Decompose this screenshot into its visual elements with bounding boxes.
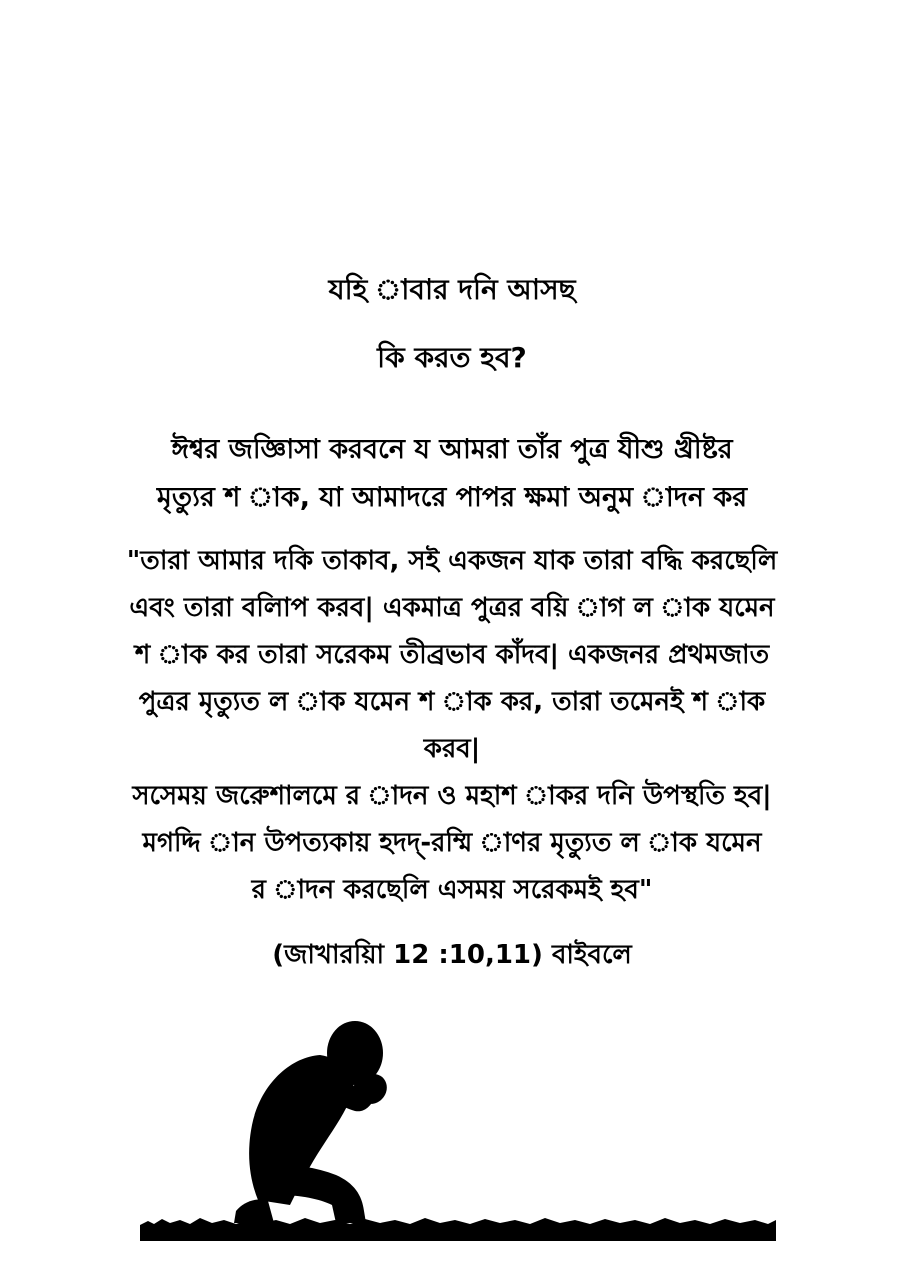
intro-paragraph: [20, 426, 884, 522]
heading-line-2: কি করত হব?: [377, 341, 527, 374]
scripture-quote: [20, 538, 884, 914]
leg-shape: [256, 1164, 366, 1223]
quote-line: পুত্রর মৃত্যুত ল াক যমেন শ াক কর, তারা তমেনই শ াক: [138, 687, 766, 717]
quote-line: মগদ্দি ান উপত্যকায় হদদ্-রম্মি াণর মৃত্যুত ল াক যমেন: [142, 828, 762, 858]
foot-shape: [234, 1199, 274, 1223]
intro-line-2: মৃত্যুর শ াক, যা আমাদরে পাপর ক্ষমা অনুম াদন কর: [156, 482, 748, 513]
quote-line: সসেময় জরেুশালমে র াদন ও মহাশ াকর দনি উপস্থতি হব|: [132, 781, 772, 811]
quote-line: শ াক কর তারা সরেকম তীব্রভাব কাঁদব| একজনর প্রথমজাত: [134, 640, 770, 670]
heading-line-1: যহি াবার দনি আসছ: [328, 273, 576, 306]
quote-line: র াদন করছেলি এসময় সরেকমই হব": [251, 875, 653, 905]
intro-line-1: ঈশ্বর জজ্ঞিাসা করবনে য আমরা তাঁর পুত্র যীশু খ্রীষ্টর: [171, 434, 733, 465]
praying-man-silhouette-icon: [140, 1015, 780, 1245]
scripture-reference: (জাখারয়াি 12 :10,11) বাইবলে: [272, 940, 632, 970]
quote-line: "তারা আমার দকি তাকাব, সই একজন যাক তারা বদ্ধি করছেলি: [126, 546, 778, 576]
quote-line: এবং তারা বলিাপ করব| একমাত্র পুত্রর বয়ি াগ ল াক যমেন: [129, 593, 775, 623]
quote-line: করব|: [423, 734, 481, 764]
